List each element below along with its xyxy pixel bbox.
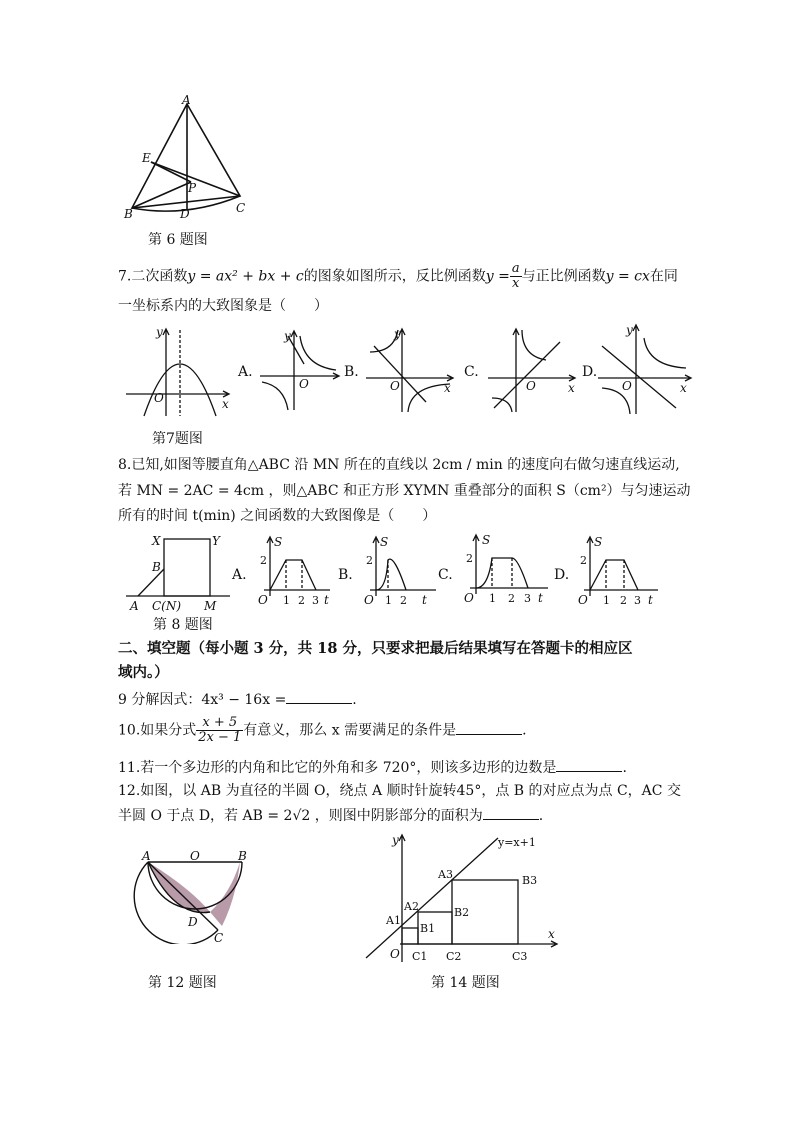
- fig7d-x: x: [680, 381, 687, 395]
- fig8d-o: O: [578, 593, 588, 607]
- fig14-c1: C1: [412, 950, 428, 963]
- question-11: [118, 758, 627, 778]
- fig7-option-b: B.: [344, 364, 359, 380]
- graph-d: [590, 560, 638, 590]
- figure-14: [356, 832, 566, 966]
- fig8-x: X: [152, 534, 161, 548]
- label-e: E: [142, 151, 151, 165]
- q7-linear: y = cx: [605, 268, 650, 285]
- fig8-m: M: [204, 599, 217, 613]
- fig8b-o: O: [364, 593, 374, 607]
- q7-mid2: 与正比例函数: [521, 268, 606, 285]
- figure-7-option-b: [364, 326, 456, 414]
- fig14-a3: A3: [438, 868, 453, 881]
- fig12-a: A: [142, 849, 151, 863]
- fig12-b: B: [238, 849, 247, 863]
- q7-prefix: 7.二次函数: [118, 268, 188, 285]
- fig12-o: O: [190, 849, 200, 863]
- fig14-line-label: y=x+1: [498, 836, 536, 849]
- q10-frac-den: 2x − 1: [198, 730, 242, 745]
- fig8d-t1: 1: [603, 594, 610, 607]
- q7-suffix: 在同: [649, 268, 678, 285]
- question-9: [118, 690, 357, 710]
- question-7-line-1: [118, 262, 678, 291]
- q10-fraction: [196, 716, 243, 745]
- fig8c-s: S: [482, 533, 491, 547]
- fig8b-t: t: [422, 593, 427, 607]
- figure-8-option-a: [250, 534, 334, 610]
- fig8a-t1: 1: [283, 594, 290, 607]
- q12-answer-blank[interactable]: [483, 819, 539, 820]
- graph-a: [270, 560, 316, 590]
- fig8a-t3: 3: [312, 594, 319, 607]
- question-12-line-1: 12.如图，以 AB 为直径的半圆 O，绕点 A 顺时针旋转45°，点 B 的对应点为点 C，AC 交: [118, 783, 681, 799]
- label-d: D: [180, 207, 190, 221]
- figure-6: [118, 92, 258, 222]
- figure-8-option-d: [570, 534, 662, 610]
- fig8-a: A: [130, 599, 139, 613]
- line-y-eq-x-plus-1: [366, 838, 498, 958]
- fig8a-tick-y: 2: [260, 554, 267, 567]
- fig14-b3: B3: [522, 874, 538, 887]
- fig8a-t: t: [324, 593, 329, 607]
- fig14-b1: B1: [420, 922, 436, 935]
- fig8c-t1: 1: [489, 592, 496, 605]
- question-8-line-2: 若 MN = 2AC = 4cm ，则△ABC 和正方形 XYMN 重叠部分的面积 S（cm²）与匀速运动: [118, 483, 691, 499]
- q10-suffix: 有意义，那么 x 需要满足的条件是: [243, 722, 457, 739]
- figure-8-option-b: [356, 534, 440, 610]
- fig8-option-b: B.: [338, 567, 353, 583]
- figure-12: [130, 848, 254, 944]
- question-7-line-2: 一坐标系内的大致图象是（ ）: [118, 298, 328, 314]
- fig7b-origin: O: [390, 379, 400, 393]
- fig8b-s: S: [380, 535, 389, 549]
- q11-text: 11.若一个多边形的内角和比它的外角和多 720°，则该多边形的边数是: [118, 760, 557, 776]
- q10-prefix: 10.如果分式: [118, 722, 197, 739]
- fig8-y: Y: [212, 534, 220, 548]
- fig7-origin: O: [154, 391, 164, 405]
- fig8b-t2: 2: [400, 594, 407, 607]
- q10-end: .: [522, 722, 527, 739]
- q12-text: 半圆 O 于点 D，若 AB = 2√2 ，则图中阴影部分的面积为: [118, 808, 483, 824]
- fig14-b2: B2: [454, 906, 470, 919]
- fig8-b: B: [152, 560, 161, 574]
- figure-8-setup: [124, 533, 234, 613]
- fig14-a1: A1: [386, 914, 401, 927]
- fig8d-t: t: [648, 593, 653, 607]
- fig7-option-c: C.: [464, 364, 479, 380]
- fig12-c: C: [214, 931, 224, 944]
- fig12-d: D: [188, 915, 198, 929]
- fig7c-x: x: [568, 381, 575, 395]
- fig7-option-a: A.: [238, 364, 253, 380]
- fig8d-t2: 2: [620, 594, 627, 607]
- fig14-x: x: [548, 927, 555, 941]
- q7-mid: 的图象如图所示，反比例函数: [303, 268, 486, 285]
- label-a: A: [182, 93, 191, 107]
- fig14-o: O: [390, 947, 400, 961]
- fig8c-t3: 3: [524, 592, 531, 605]
- fig8c-t2: 2: [508, 592, 515, 605]
- figure-7-option-d: [596, 320, 694, 416]
- fig7-y: y: [156, 325, 163, 339]
- fig8c-o: O: [464, 591, 474, 605]
- q11-answer-blank[interactable]: [556, 771, 622, 772]
- figure-7-option-a: [258, 328, 342, 412]
- figure-7-parabola: [122, 322, 234, 420]
- q7-frac-num: a: [511, 261, 520, 276]
- q10-frac-num: x + 5: [196, 716, 243, 731]
- fig7d-y: y: [626, 323, 633, 337]
- square-1: [402, 928, 418, 944]
- figure-7-caption: 第7题图: [152, 431, 203, 447]
- square-xymn: [164, 539, 210, 596]
- fig8-option-a: A.: [232, 567, 247, 583]
- question-12-line-2: [118, 806, 543, 826]
- fig8d-t3: 3: [634, 594, 641, 607]
- q9-text: 9 分解因式：4x³ − 16x =: [118, 692, 287, 708]
- question-8-line-1: 8.已知,如图等腰直角△ABC 沿 MN 所在的直线以 2cm / min 的速度向右做匀速直线运动,: [118, 457, 680, 473]
- fig8b-t1: 1: [385, 594, 392, 607]
- section-2-heading-line-1: 二、填空题（每小题 3 分，共 18 分，只要求把最后结果填写在答题卡的相应区: [118, 640, 633, 657]
- q9-end: .: [352, 692, 357, 708]
- fig7d-origin: O: [622, 379, 632, 393]
- fig8a-o: O: [258, 593, 268, 607]
- question-10: [118, 716, 527, 745]
- q7-frac-den: x: [512, 276, 520, 291]
- fig7b-x: x: [444, 381, 451, 395]
- section-2-heading-line-2: 域内。）: [118, 664, 169, 681]
- fig14-a2: A2: [404, 900, 419, 913]
- fig7a-origin: O: [299, 377, 309, 391]
- fig8-option-c: C.: [438, 567, 453, 583]
- q7-frac-lhs: y =: [485, 268, 510, 285]
- fig7a-y: y: [284, 329, 291, 343]
- figure-8-caption: 第 8 题图: [153, 617, 213, 633]
- segment-ep: [151, 162, 191, 182]
- fig8-option-d: D.: [554, 567, 570, 583]
- fig8a-t2: 2: [298, 594, 305, 607]
- fig8b-tick-y: 2: [366, 554, 373, 567]
- fig7b-y: y: [394, 327, 401, 341]
- q7-quadratic: y = ax² + bx + c: [187, 268, 304, 285]
- fig8c-tick-y: 2: [466, 552, 473, 565]
- fig14-c2: C2: [446, 950, 462, 963]
- graph-b: [376, 559, 406, 590]
- fig8d-s: S: [594, 535, 603, 549]
- fig7-x: x: [222, 397, 229, 411]
- figure-6-caption: 第 6 题图: [148, 232, 208, 248]
- fig14-c3: C3: [512, 950, 528, 963]
- label-p: P: [188, 181, 197, 195]
- fig8-cn: C(N): [152, 599, 182, 613]
- question-8-line-3: 所有的时间 t(min) 之间函数的大致图像是（ ）: [118, 508, 437, 524]
- fig7-option-d: D.: [582, 364, 598, 380]
- figure-8-option-c: [456, 532, 552, 608]
- fig8c-t: t: [538, 591, 543, 605]
- label-c: C: [236, 201, 246, 215]
- fig8a-s: S: [274, 535, 283, 549]
- q12-end: .: [538, 808, 544, 824]
- segment-ac: [148, 862, 218, 930]
- figure-12-caption: 第 12 题图: [148, 975, 217, 991]
- q11-end: .: [622, 760, 627, 776]
- q10-answer-blank[interactable]: [456, 734, 522, 735]
- figure-14-caption: 第 14 题图: [431, 975, 500, 991]
- figure-7-option-c: [486, 326, 578, 414]
- shaded-crescent: [210, 862, 240, 926]
- fig7c-origin: O: [526, 379, 536, 393]
- q9-answer-blank[interactable]: [286, 703, 352, 704]
- fig14-y: y: [392, 833, 399, 847]
- label-b: B: [124, 207, 133, 221]
- fig8d-tick-y: 2: [580, 554, 587, 567]
- graph-c: [476, 558, 528, 588]
- q7-fraction: [510, 262, 522, 291]
